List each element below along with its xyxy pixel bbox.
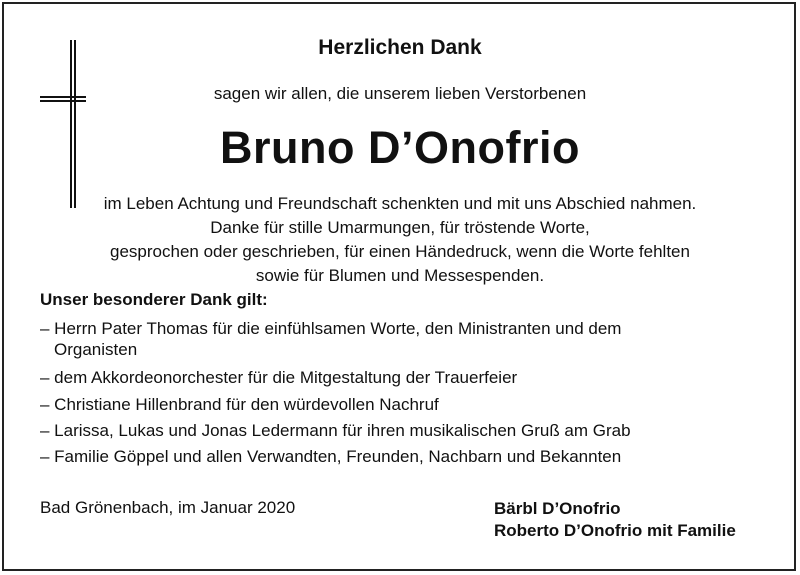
list-item-text: – Familie Göppel und allen Verwandten, Freunden, Nachbarn und Bekannten bbox=[40, 447, 622, 466]
list-item bbox=[40, 446, 621, 467]
list-item bbox=[40, 394, 439, 415]
list-item bbox=[40, 318, 621, 360]
thanks-line: gesprochen oder geschrieben, für einen Händedruck, wenn die Worte fehlten bbox=[110, 242, 690, 261]
thanks-paragraph bbox=[0, 192, 800, 288]
deceased-name: Bruno D’Onofrio bbox=[220, 122, 580, 173]
thanks-line: sowie für Blumen und Messespenden. bbox=[255, 266, 545, 285]
signatory: Roberto D’Onofrio mit Familie bbox=[494, 521, 736, 540]
intro-text: sagen wir allen, die unserem lieben Verstorbenen bbox=[213, 84, 587, 103]
thanks-line: Danke für stille Umarmungen, für tröstende Worte, bbox=[210, 218, 590, 237]
list-item-text: – Herrn Pater Thomas für die einfühlsamen Worte, den Ministranten und dem bbox=[40, 319, 622, 338]
signatory: Bärbl D’Onofrio bbox=[494, 499, 621, 518]
special-thanks-title: Unser besonderer Dank gilt: bbox=[40, 290, 268, 309]
list-item bbox=[40, 367, 517, 388]
place-date: Bad Grönenbach, im Januar 2020 bbox=[40, 498, 296, 517]
list-item-text: – Christiane Hillenbrand für den würdevollen Nachruf bbox=[40, 395, 439, 414]
signatories bbox=[494, 498, 736, 542]
list-item-text: – Larissa, Lukas und Jonas Ledermann für ihren musikalischen Gruß am Grab bbox=[40, 421, 631, 440]
list-item bbox=[40, 420, 631, 441]
list-item-text: – dem Akkordeonorchester für die Mitgestaltung der Trauerfeier bbox=[40, 368, 518, 387]
thanks-line: im Leben Achtung und Freundschaft schenkten und mit uns Abschied nahmen. bbox=[103, 194, 697, 213]
list-item-continuation: Organisten bbox=[54, 340, 138, 359]
heading: Herzlichen Dank bbox=[318, 36, 482, 59]
